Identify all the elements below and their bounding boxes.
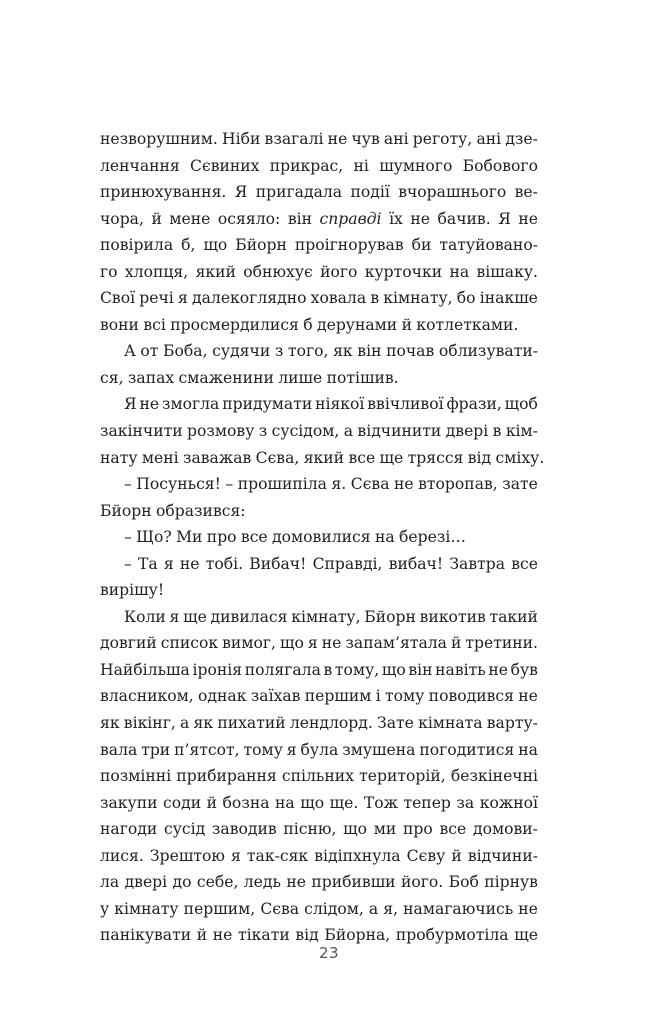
text-line: го хлопця, який обнюхує його курточки на вішаку. xyxy=(100,262,538,281)
text-line: Свої речі я далекоглядно ховала в кімнату, бо інакше xyxy=(100,289,538,308)
text-line: лися. Зрештою я так-сяк відіпхнула Сєву й відчини- xyxy=(100,846,538,865)
text-line: як вікінг, а як пихатий лендлорд. Зате кімната варту- xyxy=(100,714,538,733)
text-line: довгий список вимог, що я не запам’ятала й третини. xyxy=(100,634,538,653)
text-line: А от Боба, судячи з того, як він почав облизувати- xyxy=(124,342,538,361)
text-line: закупи соди й бозна на що ще. Тож тепер за кожної xyxy=(100,793,538,812)
text-line: – Посунься! – прошипіла я. Сєва не второпав, зате xyxy=(124,475,538,494)
text-line: панікувати й не тікати від Бйорна, пробурмотіла ще xyxy=(100,926,538,945)
text-line: Бйорн образився: xyxy=(100,501,246,520)
text-line: позмінні прибирання спільних територій, безкінечні xyxy=(100,767,538,786)
text-line: нагоди сусід заводив пісню, що ми про все домови- xyxy=(100,820,538,839)
text-line: власником, однак заїхав першим і тому поводився не xyxy=(100,687,538,706)
text-line: Найбільша іронія полягала в тому, що він навіть не був xyxy=(100,660,538,679)
text-line: – Що? Ми про все домовилися на березі… xyxy=(124,528,466,547)
text-line: Коли я ще дивилася кімнату, Бйорн викотив такий xyxy=(124,607,538,626)
text-line: вирішу! xyxy=(100,581,165,600)
text-line: Я не змогла придумати ніякої ввічливої фрази, щоб xyxy=(124,395,538,414)
text-line: ла двері до себе, ледь не прибивши його. Боб пірнув xyxy=(100,873,538,892)
body-text xyxy=(100,126,545,949)
page-number: 23 xyxy=(318,944,340,962)
text-line: чора, й мене осяяло: він справді їх не бачив. Я не xyxy=(100,209,538,228)
text-line: нату мені заважав Сєва, який все ще трясся від сміху. xyxy=(100,448,545,467)
text-line: повірила б, що Бйорн проігнорував би татуйовано- xyxy=(100,236,538,255)
text-line: вала три п’ятсот, тому я була змушена погодитися на xyxy=(100,740,538,759)
text-line: – Та я не тобі. Вибач! Справді, вибач! Завтра все xyxy=(124,554,538,573)
text-line: закінчити розмову з сусідом, а відчинити двері в кім- xyxy=(100,422,538,441)
text-line: вони всі просмердилися б дерунами й котлетками. xyxy=(100,315,519,334)
text-line: принюхування. Я пригадала події вчорашнього ве- xyxy=(100,183,538,202)
text-line: у кімнату першим, Сєва слідом, а я, намагаючись не xyxy=(100,899,538,918)
text-line: ленчання Сєвиних прикрас, ні шумного Бобового xyxy=(100,156,538,175)
text-line: незворушним. Ніби взагалі не чув ані реготу, ані дзе- xyxy=(100,130,538,148)
text-line: ся, запах смаженини лише потішив. xyxy=(100,368,399,387)
